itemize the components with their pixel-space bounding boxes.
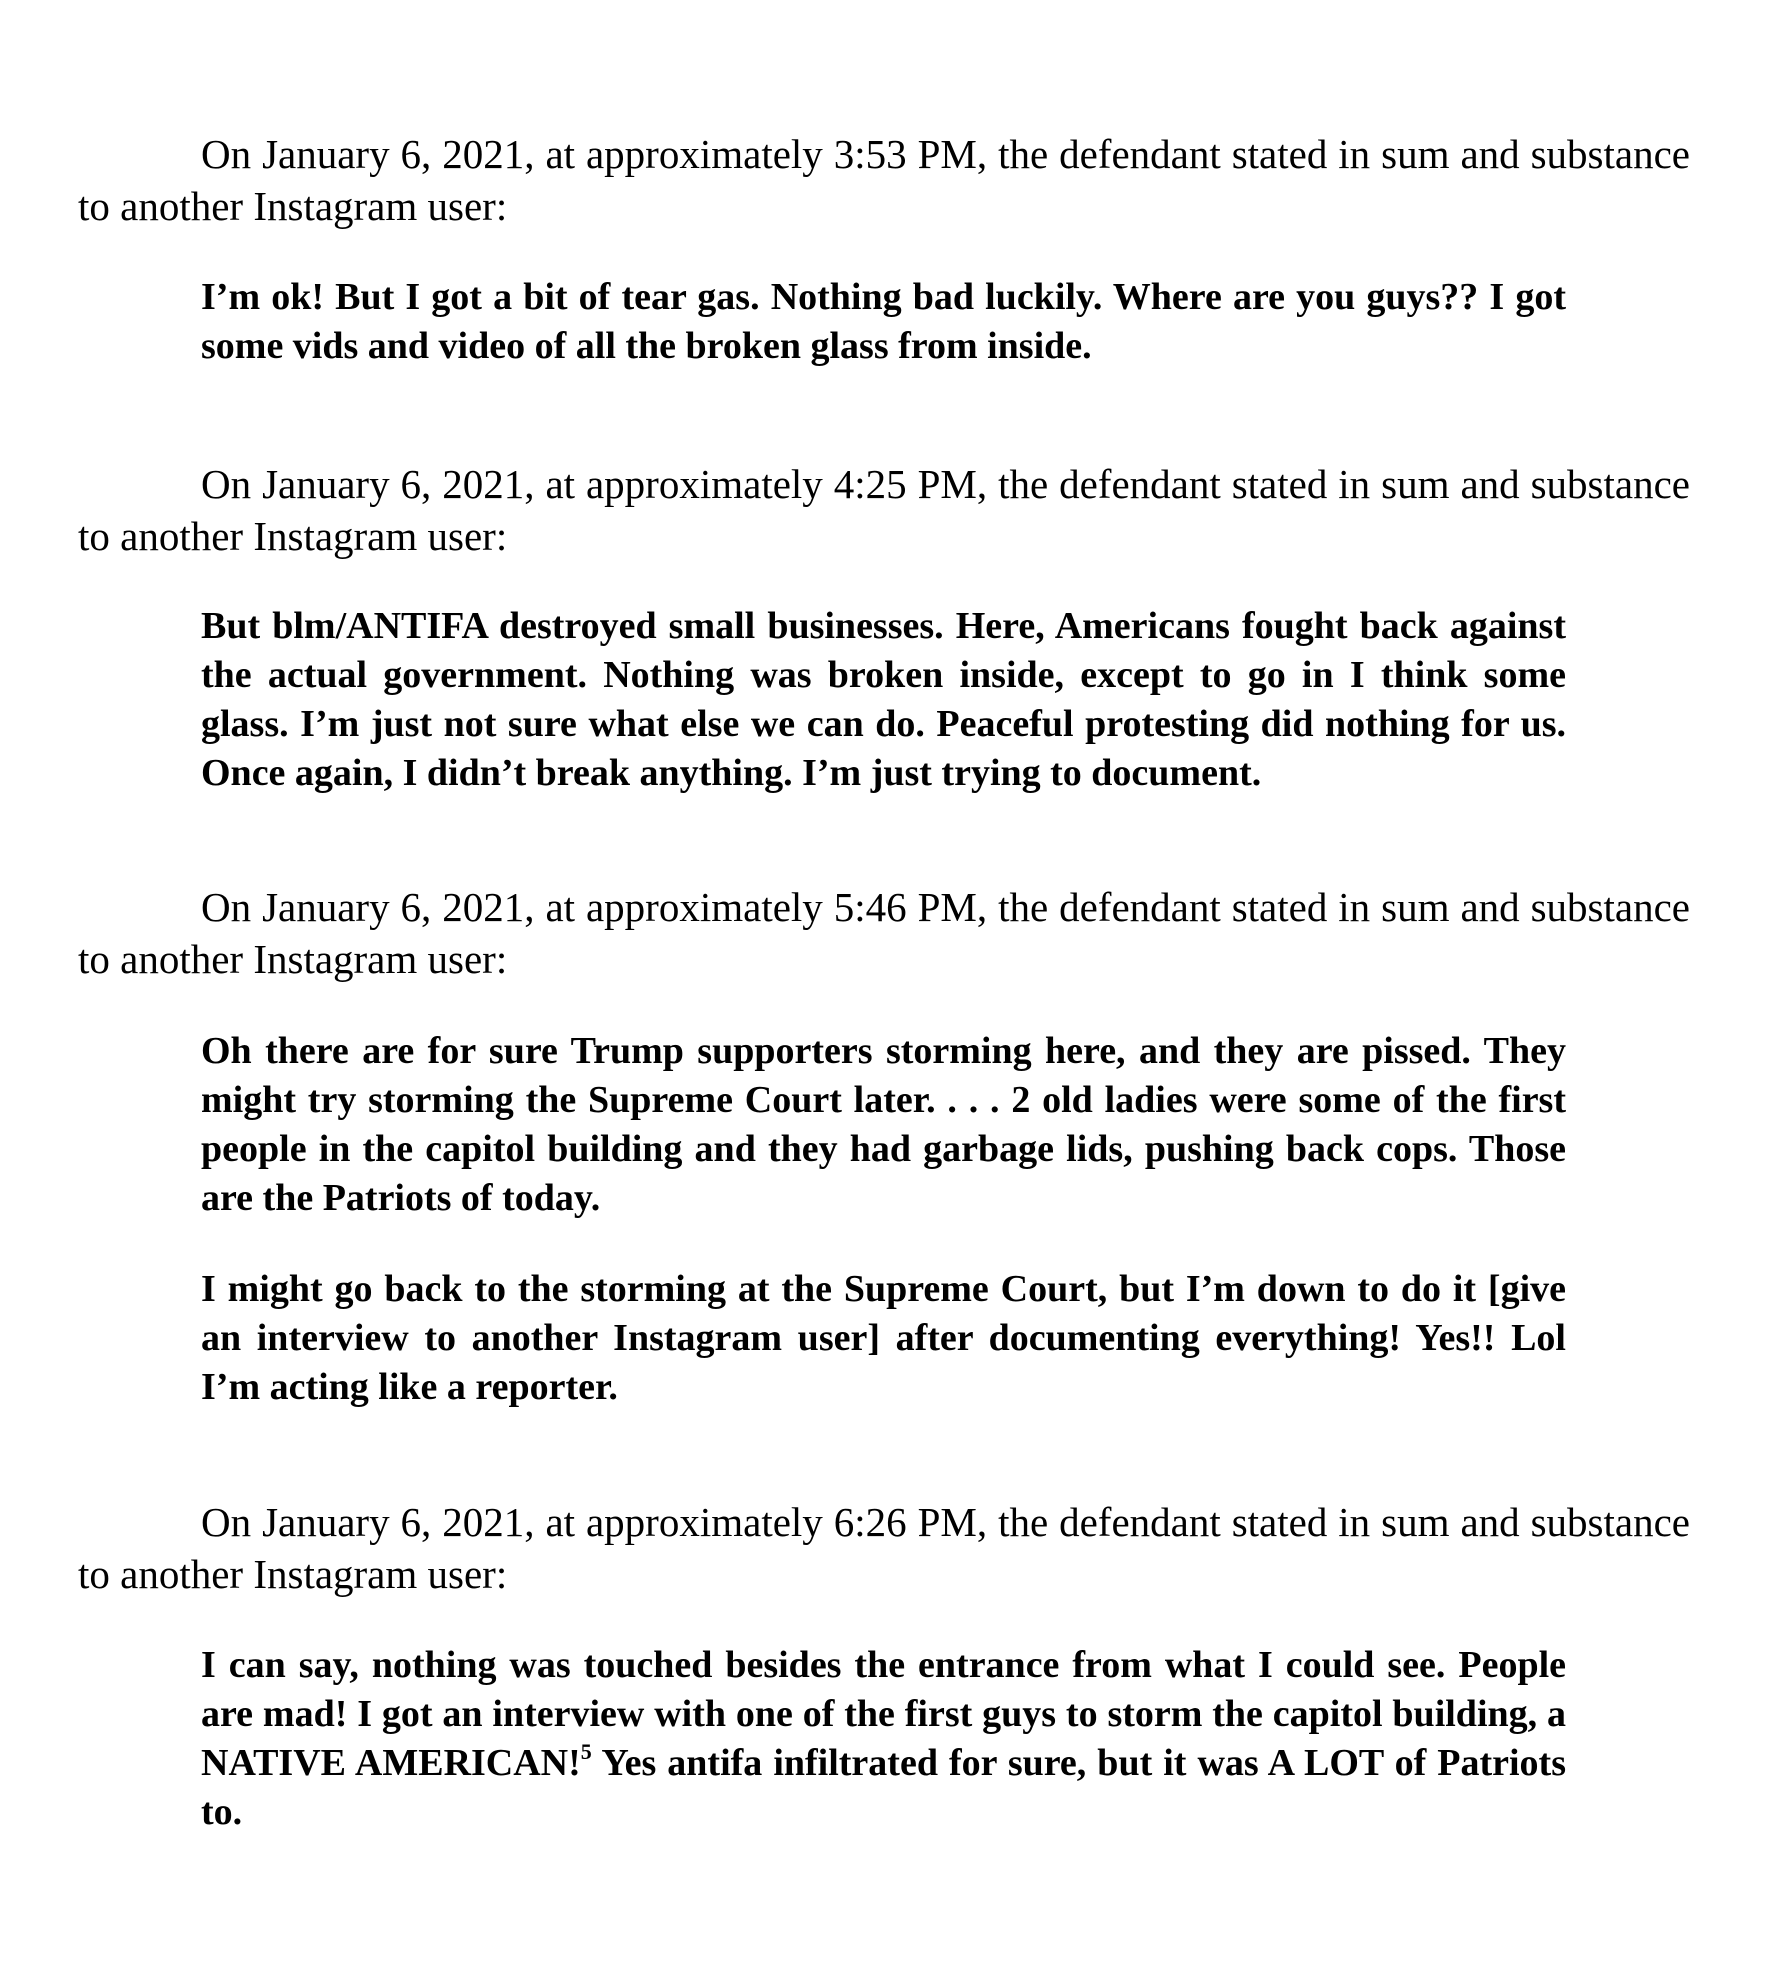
statement-lead: On January 6, 2021, at approximately 6:26 PM, the defendant stated in sum and substance to another Instagram user: <box>78 1499 1690 1597</box>
instagram-quote: Oh there are for sure Trump supporters storming here, and they are pissed. They might try storming the Supreme Court later. . . . 2 old ladies were some of the first people in the capitol building and they had garbage lids, pushing back cops. Those are the Patriots of today. <box>201 1030 1566 1219</box>
quote-text-after-footnote: Yes antifa infiltrated for sure, but it was A LOT of Patriots to. <box>201 1742 1566 1833</box>
statement-entry <box>78 458 1690 798</box>
statement-lead: On January 6, 2021, at approximately 4:25 PM, the defendant stated in sum and substance to another Instagram user: <box>78 461 1690 559</box>
document-page <box>78 128 1690 1837</box>
instagram-quote: I might go back to the storming at the Supreme Court, but I’m down to do it [give an interview to another Instagram user] after documenting everything! Yes!! Lol I’m acting like a reporter. <box>201 1268 1566 1408</box>
instagram-quote: But blm/ANTIFA destroyed small businesses. Here, Americans fought back against the actual government. Nothing was broken inside, except to go in I think some glass. I’m just not sure what else we can do. Peaceful protesting did nothing for us. Once again, I didn’t break anything. I’m just trying to document. <box>201 605 1566 794</box>
statement-entry <box>78 881 1690 1412</box>
footnote-marker[interactable]: 5 <box>580 1739 592 1765</box>
quote-text-before-footnote: I can say, nothing was touched besides the entrance from what I could see. People are mad! I got an interview with one of the first guys to storm the capitol building, a NATIVE AMERICAN! <box>201 1644 1566 1784</box>
statement-lead: On January 6, 2021, at approximately 3:53 PM, the defendant stated in sum and substance to another Instagram user: <box>78 131 1690 229</box>
statement-entry <box>78 128 1690 371</box>
statement-lead: On January 6, 2021, at approximately 5:46 PM, the defendant stated in sum and substance to another Instagram user: <box>78 884 1690 982</box>
instagram-quote <box>201 1641 1566 1837</box>
statement-entry <box>78 1496 1690 1837</box>
instagram-quote: I’m ok! But I got a bit of tear gas. Nothing bad luckily. Where are you guys?? I got some vids and video of all the broken glass from inside. <box>201 276 1566 367</box>
